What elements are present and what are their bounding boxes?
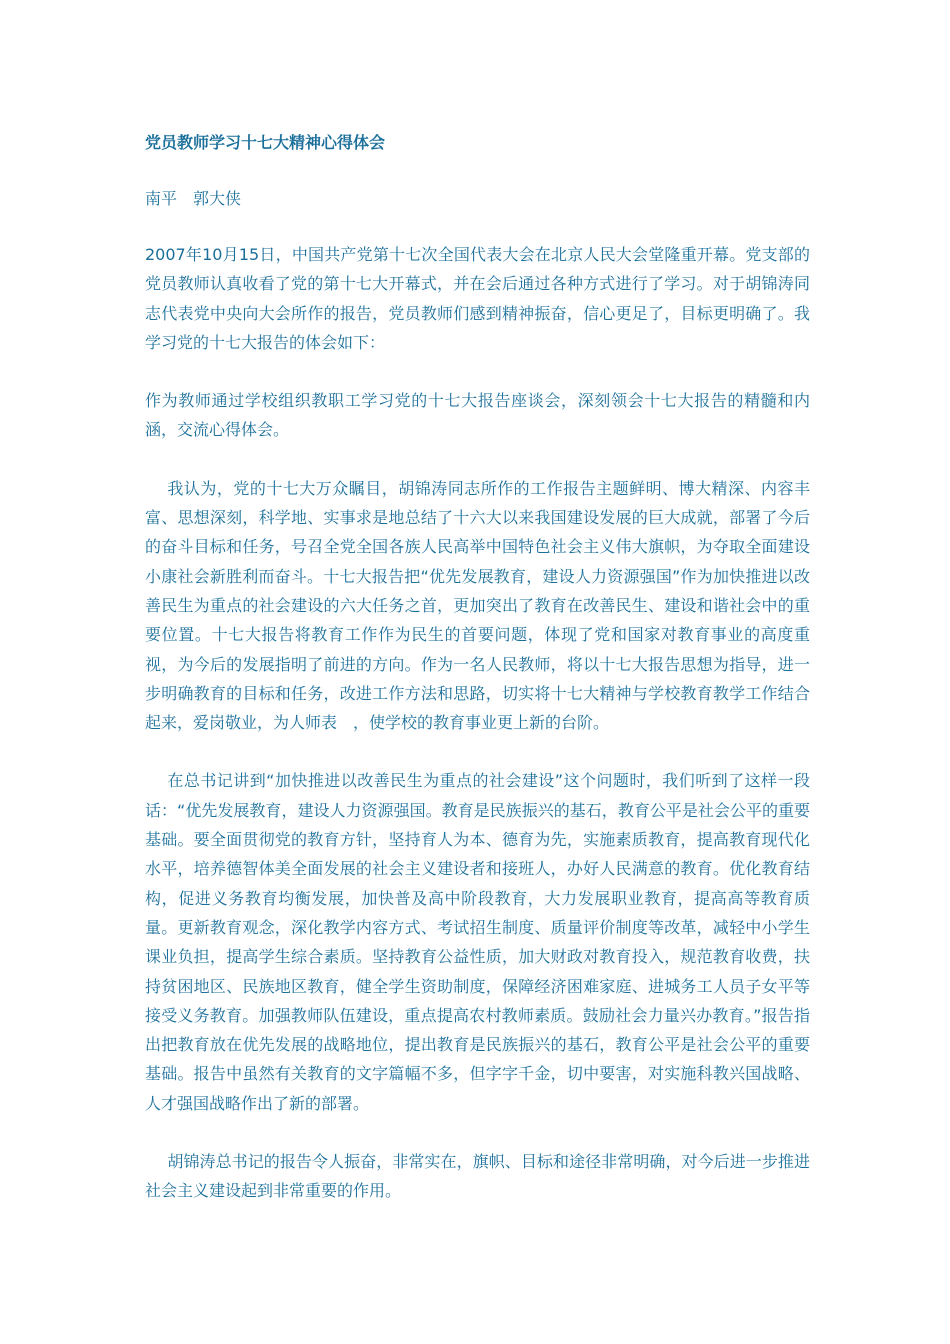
paragraph-intro: 2007年10月15日，中国共产党第十七次全国代表大会在北京人民大会堂隆重开幕。党支部的党员教师认真收看了党的第十七大开幕式，并在会后通过各种方式进行了学习。对于胡锦涛同志代表党中央向大会所作的报告，党员教师们感到精神振奋，信心更足了，目标更明确了。我学习党的十七大报告的体会如下： [145,245,810,352]
paragraph-seminar: 作为教师通过学校组织教职工学习党的十七大报告座谈会，深刻领会十七大报告的精髓和内涵，交流心得体会。 [145,391,810,440]
paragraph-conclusion: 胡锦涛总书记的报告令人振奋，非常实在，旗帜、目标和途径非常明确，对今后进一步推进社会主义建设起到非常重要的作用。 [145,1152,810,1201]
paragraph-opinion: 我认为，党的十七大万众瞩目，胡锦涛同志所作的工作报告主题鲜明、博大精深、内容丰富、思想深刻，科学地、实事求是地总结了十六大以来我国建设发展的巨大成就，部署了今后的奋斗目标和任务，号召全党全国各族人民高举中国特色社会主义伟大旗帜，为夺取全面建设小康社会新胜利而奋斗。十七大报告把“优先发展教育，建设人力资源强国”作为加快推进以改善民生为重点的社会建设的六大任务之首，更加突出了教育在改善民生、建设和谐社会中的重要位置。十七大报告将教育工作作为民生的首要问题，体现了党和国家对教育事业的高度重视，为今后的发展指明了前进的方向。作为一名人民教师，将以十七大报告思想为指导，进一步明确教育的目标和任务，改进工作方法和思路，切实将十七大精神与学校教育教学工作结合起来，爱岗敬业，为人师表 ，使学校的教育事业更上新的台阶。 [145,478,810,733]
document-title: 党员教师学习十七大精神心得体会 [145,133,386,152]
document-body [145,128,810,1235]
document-author: 南平 郭大侠 [145,189,242,208]
paragraph-education-quote: 在总书记讲到“加快推进以改善民生为重点的社会建设”这个问题时，我们听到了这样一段话：“优先发展教育，建设人力资源强国。教育是民族振兴的基石，教育公平是社会公平的重要基础。要全面贯彻党的教育方针，坚持育人为本、德育为先，实施素质教育，提高教育现代化水平，培养德智体美全面发展的社会主义建设者和接班人，办好人民满意的教育。优化教育结构，促进义务教育均衡发展，加快普及高中阶段教育，大力发展职业教育，提高高等教育质量。更新教育观念，深化教学内容方式、考试招生制度、质量评价制度等改革，减轻中小学生课业负担，提高学生综合素质。坚持教育公益性质，加大财政对教育投入，规范教育收费，扶持贫困地区、民族地区教育，健全学生资助制度，保障经济困难家庭、进城务工人员子女平等接受义务教育。加强教师队伍建设，重点提高农村教师素质。鼓励社会力量兴办教育。”报告指出把教育放在优先发展的战略地位，提出教育是民族振兴的基石，教育公平是社会公平的重要基础。报告中虽然有关教育的文字篇幅不多，但字字千金，切中要害，对实施科教兴国战略、人才强国战略作出了新的部署。 [145,771,810,1113]
